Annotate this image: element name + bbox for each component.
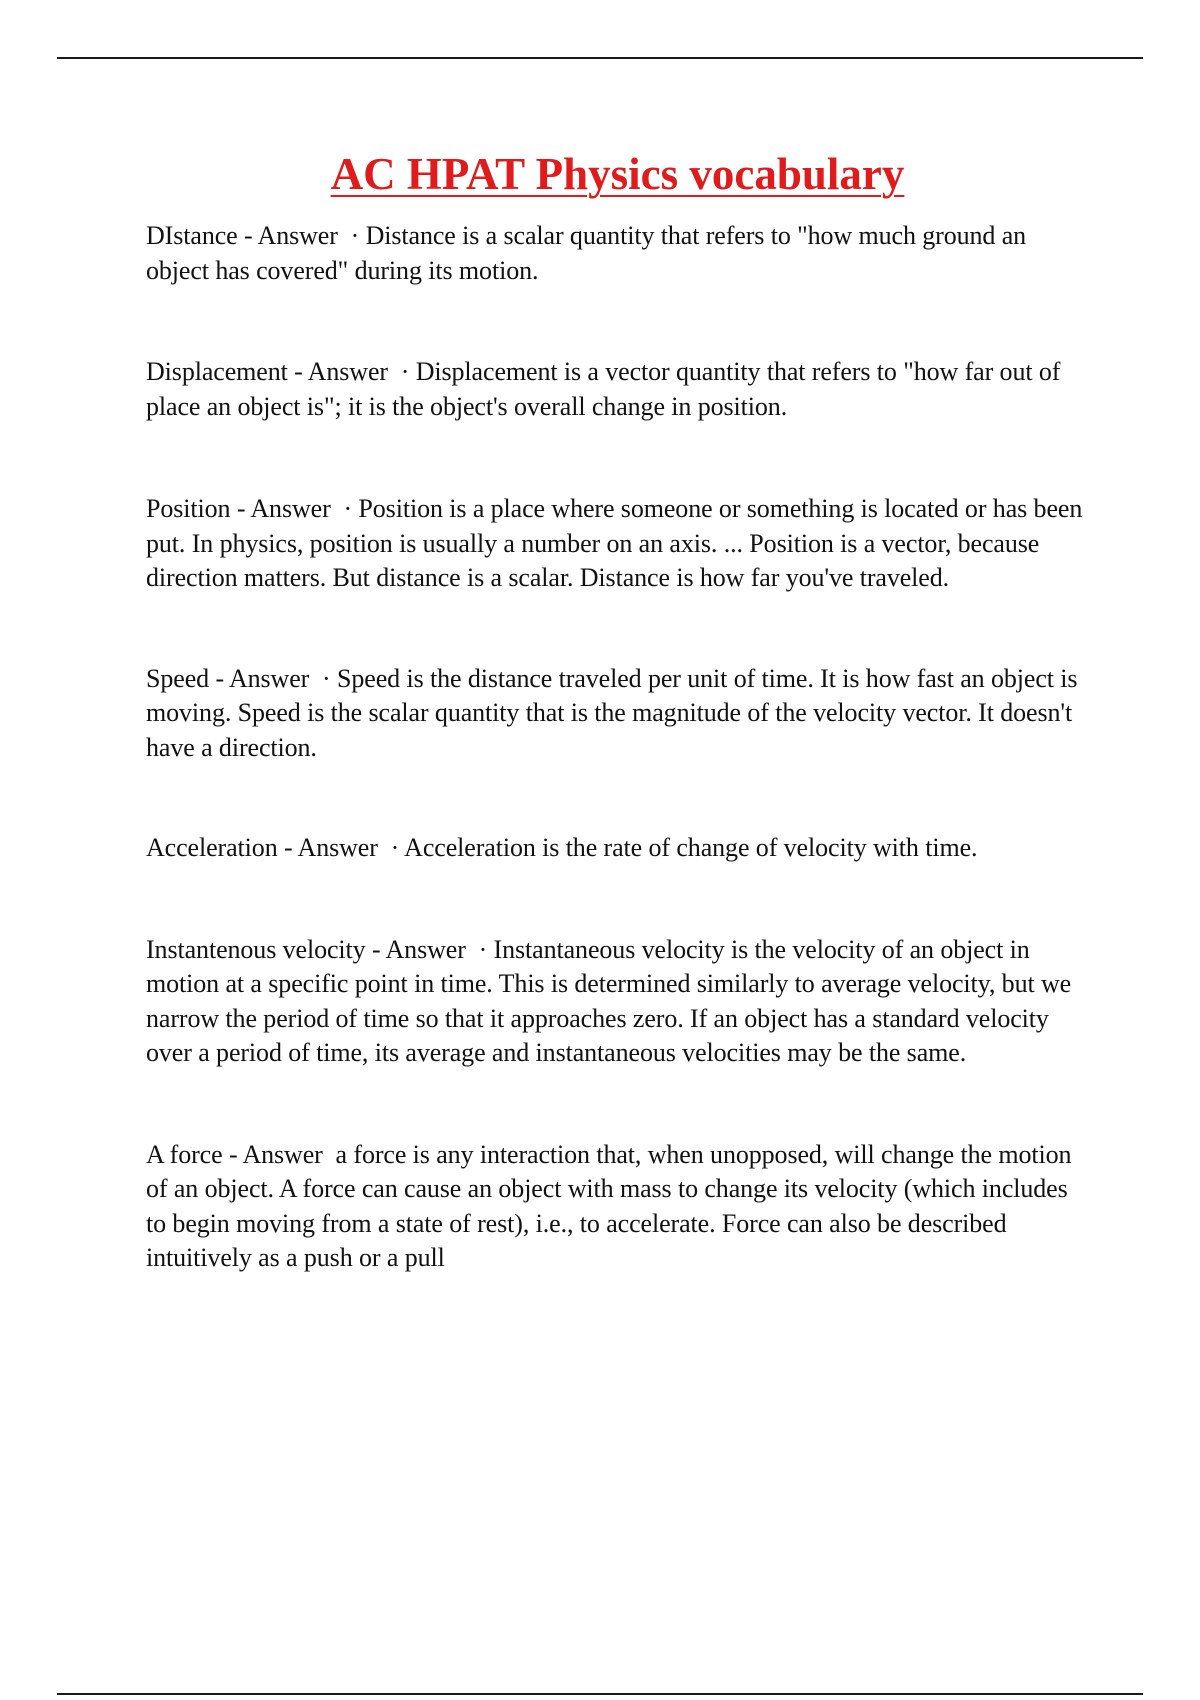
entry-term: Acceleration - Answer xyxy=(146,833,378,862)
vocabulary-entry xyxy=(146,355,1086,424)
top-rule xyxy=(57,57,1143,59)
vocabulary-list xyxy=(146,219,1086,1276)
entry-definition: Position is a place where someone or something is located or has been put. In physics, position is usually a number on an axis. ... Position is a vector, because direction matters. But distance is a scalar. Distance is how far you've traveled. xyxy=(146,494,1083,592)
entry-definition: Acceleration is the rate of change of velocity with time. xyxy=(404,833,978,862)
entry-separator xyxy=(323,1140,336,1169)
bottom-rule xyxy=(57,1693,1143,1695)
entry-definition: Instantaneous velocity is the velocity of an object in motion at a specific point in time. This is determined similarly to average velocity, but we narrow the period of time so that it approaches zero. If an object has a standard velocity over a period of time, its average and instantaneous velocities may be the same. xyxy=(146,934,1072,1067)
entry-separator: · xyxy=(465,934,494,964)
vocabulary-entry xyxy=(146,1138,1086,1276)
entry-term: A force - Answer xyxy=(146,1139,323,1169)
entry-definition: Distance is a scalar quantity that refers to "how much ground an object has covered" during its motion. xyxy=(146,221,1027,285)
entry-separator: · xyxy=(377,833,405,862)
entry-term: Displacement - Answer xyxy=(146,357,388,386)
page-title: AC HPAT Physics vocabulary xyxy=(330,149,905,199)
entry-definition: a force is any interaction that, when unopposed, will change the motion of an object. A force can cause an object with mass to change its velocity (which includes to begin moving from a state of rest), i.e., to accelerate. Force can also be described intuitively as a push or a pull xyxy=(146,1139,1072,1272)
entry-term: Position - Answer xyxy=(146,494,331,523)
vocabulary-entry xyxy=(146,933,1086,1071)
entry-term: DIstance - Answer xyxy=(146,221,338,250)
entry-separator: · xyxy=(330,494,359,523)
entry-separator: · xyxy=(387,357,416,386)
entry-separator: · xyxy=(309,663,337,693)
entry-term: Instantenous velocity - Answer xyxy=(146,934,466,964)
vocabulary-entry xyxy=(146,662,1086,766)
entry-definition: Speed is the distance traveled per unit of time. It is how fast an object is moving. Speed is the scalar quantity that is the magnitude of the velocity vector. It doesn't have a direction. xyxy=(146,663,1078,762)
entry-separator: · xyxy=(337,221,366,250)
vocabulary-entry xyxy=(146,492,1086,596)
vocabulary-entry xyxy=(146,219,1086,288)
vocabulary-entry xyxy=(146,831,1086,866)
entry-term: Speed - Answer xyxy=(146,663,310,693)
entry-definition: Displacement is a vector quantity that refers to "how far out of place an object is"; it is the object's overall change in position. xyxy=(146,357,1061,421)
